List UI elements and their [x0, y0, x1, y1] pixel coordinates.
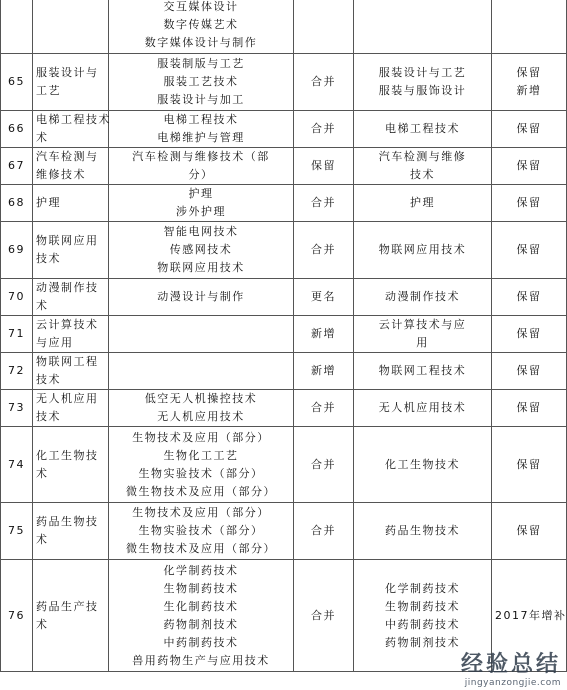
major-name-cell [33, 185, 109, 222]
original-majors-cell [109, 279, 294, 316]
catalog-major-cell [354, 54, 492, 111]
major-name-cell [33, 316, 109, 353]
row-number-cell: 68 [1, 185, 33, 222]
row-number-cell: 74 [1, 427, 33, 503]
table-row [1, 316, 567, 353]
cell-line: 用 [416, 336, 429, 349]
cell-line: 服装设计与加工 [157, 93, 245, 106]
original-majors-cell [109, 0, 294, 54]
cell-line: 生物制药技术 [163, 581, 239, 595]
cell-line: 保留 [516, 457, 542, 471]
cell-line: 化学制药技术 [163, 563, 239, 577]
row-number-cell: 75 [1, 503, 33, 560]
cell-line: 生物实验技术（部分） [138, 466, 264, 480]
cell-line: 智能电网技术 [163, 225, 239, 238]
cell-line: 维修技术 [36, 168, 86, 181]
major-name-cell [33, 54, 109, 111]
catalog-major-cell [354, 185, 492, 222]
catalog-major-cell [354, 353, 492, 390]
cell-line: 药品生物技术 [385, 524, 460, 537]
adjustment-type-cell: 合并 [294, 427, 354, 503]
table-row [1, 279, 567, 316]
remark-cell [492, 503, 567, 560]
cell-line: 化学制药技术 [385, 581, 460, 595]
original-majors-cell [109, 185, 294, 222]
cell-line: 中药制药技术 [163, 635, 239, 649]
cell-line: 分） [188, 168, 214, 181]
remark-cell [492, 560, 567, 672]
catalog-major-cell [354, 222, 492, 279]
cell-line: 生物技术及应用（部分） [132, 506, 270, 519]
cell-line: 保留 [516, 327, 542, 340]
watermark-url: jingyanzongjie.com [464, 678, 561, 688]
adjustment-type-cell: 合并 [294, 54, 354, 111]
major-name-cell [33, 503, 109, 560]
watermark-logo-text: 经验总结 [460, 652, 561, 677]
remark-cell [492, 0, 567, 54]
cell-line: 生物制药技术 [385, 599, 460, 613]
remark-cell [492, 390, 567, 427]
adjustment-type-cell: 更名 [294, 279, 354, 316]
cell-line: 交互媒体设计 [163, 0, 239, 13]
cell-line: 技术 [36, 252, 61, 265]
row-number-cell: 65 [1, 54, 33, 111]
adjustment-type-cell: 保留 [294, 148, 354, 185]
adjustment-type-cell: 合并 [294, 111, 354, 148]
cell-line: 术 [36, 617, 49, 631]
cell-line: 云计算技术与应 [378, 318, 467, 331]
cell-line: 服装与服饰设计 [378, 84, 467, 97]
cell-line: 保留 [516, 524, 542, 537]
catalog-major-cell [354, 148, 492, 185]
cell-line: 无人机应用 [36, 392, 99, 405]
table-body [1, 0, 567, 672]
cell-line: 服装工艺技术 [163, 75, 239, 88]
row-number-cell: 76 [1, 560, 33, 672]
cell-line: 传感网技术 [169, 243, 233, 256]
cell-line: 生化制药技术 [163, 599, 239, 613]
cell-line: 护理 [410, 196, 435, 209]
cell-line: 术 [36, 533, 49, 546]
cell-line: 数字媒体设计与制作 [144, 36, 258, 49]
cell-line: 服装设计与 [36, 66, 99, 79]
cell-line: 物联网应用技术 [157, 261, 245, 274]
cell-line: 服装制版与工艺 [157, 57, 245, 70]
cell-line: 药品生产技 [36, 599, 99, 613]
adjustment-type-cell: 合并 [294, 185, 354, 222]
cell-line: 涉外护理 [176, 205, 226, 218]
adjustment-type-cell: 新增 [294, 316, 354, 353]
table-row [1, 503, 567, 560]
major-name-cell [33, 353, 109, 390]
cell-line: 动漫制作技术 [385, 290, 460, 303]
cell-line: 动漫制作技 [36, 281, 99, 294]
catalog-major-cell [354, 390, 492, 427]
major-name-cell [33, 0, 109, 54]
cell-line: 微生物技术及应用（部分） [126, 484, 276, 498]
remark-cell [492, 279, 567, 316]
cell-line: 术 [36, 131, 49, 144]
cell-line: 保留 [516, 122, 542, 135]
cell-line: 物联网工程 [36, 355, 99, 368]
cell-line: 保留 [516, 364, 542, 377]
major-name-cell [33, 279, 109, 316]
table-row [1, 148, 567, 185]
row-number-cell: 67 [1, 148, 33, 185]
cell-line: 保留 [516, 196, 542, 209]
major-name-cell [33, 111, 109, 148]
catalog-major-cell [354, 0, 492, 54]
cell-line: 电梯工程技术 [163, 113, 239, 126]
original-majors-cell [109, 111, 294, 148]
adjustment-type-cell: 合并 [294, 390, 354, 427]
cell-line: 新增 [516, 84, 542, 97]
row-number-cell: 70 [1, 279, 33, 316]
cell-line: 生物技术及应用（部分） [132, 430, 270, 444]
cell-line: 电梯工程技术 [385, 122, 460, 135]
adjustment-type-cell: 新增 [294, 353, 354, 390]
cell-line: 护理 [188, 187, 214, 200]
cell-line: 兽用药物生产与应用技术 [132, 653, 270, 667]
row-number-cell: 69 [1, 222, 33, 279]
cell-line: 电梯维护与管理 [157, 131, 245, 144]
original-majors-cell [109, 560, 294, 672]
major-name-cell [33, 390, 109, 427]
remark-cell [492, 111, 567, 148]
remark-cell [492, 185, 567, 222]
catalog-major-cell [354, 316, 492, 353]
original-majors-cell [109, 503, 294, 560]
remark-cell [492, 427, 567, 503]
cell-line: 电梯工程技术 [36, 113, 111, 126]
cell-line: 技术 [36, 373, 61, 386]
cell-line: 汽车检测与维修 [378, 150, 467, 163]
cell-line: 生物实验技术（部分） [138, 524, 264, 537]
cell-line: 保留 [516, 401, 542, 414]
original-majors-cell [109, 148, 294, 185]
major-name-cell [33, 560, 109, 672]
cell-line: 2017年增补 [495, 608, 567, 622]
cell-line: 物联网应用 [36, 234, 99, 247]
row-number-cell: 73 [1, 390, 33, 427]
row-number-cell: 71 [1, 316, 33, 353]
cell-line: 物联网应用技术 [378, 243, 467, 256]
cell-line: 数字传媒艺术 [163, 18, 239, 31]
table-row [1, 222, 567, 279]
table-row [1, 54, 567, 111]
adjustment-type-cell: 合并 [294, 222, 354, 279]
remark-cell [492, 54, 567, 111]
remark-cell [492, 353, 567, 390]
cell-line: 药品生物技 [36, 515, 99, 528]
original-majors-cell [109, 427, 294, 503]
table-row [1, 390, 567, 427]
cell-line: 药物制剂技术 [385, 635, 460, 649]
row-number-cell: 66 [1, 111, 33, 148]
cell-line: 服装设计与工艺 [378, 66, 467, 79]
table-row [1, 560, 567, 672]
catalog-major-cell [354, 503, 492, 560]
remark-cell [492, 222, 567, 279]
cell-line: 低空无人机操控技术 [144, 392, 258, 405]
original-majors-cell [109, 54, 294, 111]
cell-line: 护理 [36, 196, 61, 209]
adjustment-type-cell [294, 0, 354, 54]
cell-line: 技术 [410, 168, 435, 181]
cell-line: 药物制剂技术 [163, 617, 239, 631]
catalog-major-cell [354, 279, 492, 316]
cell-line: 术 [36, 299, 49, 312]
catalog-major-cell [354, 560, 492, 672]
table-row [1, 353, 567, 390]
cell-line: 化工生物技 [36, 448, 99, 462]
cell-line: 化工生物技术 [385, 457, 460, 471]
table-row [1, 111, 567, 148]
cell-line: 保留 [516, 243, 542, 256]
row-number-cell [1, 0, 33, 54]
original-majors-cell [109, 353, 294, 390]
table-row [1, 0, 567, 54]
cell-line: 保留 [516, 66, 542, 79]
remark-cell [492, 316, 567, 353]
original-majors-cell [109, 316, 294, 353]
cell-line: 无人机应用技术 [157, 410, 245, 423]
row-number-cell: 72 [1, 353, 33, 390]
cell-line: 动漫设计与制作 [157, 290, 245, 303]
original-majors-cell [109, 390, 294, 427]
cell-line: 术 [36, 466, 49, 480]
cell-line: 工艺 [36, 84, 61, 97]
remark-cell [492, 148, 567, 185]
cell-line: 生物化工工艺 [163, 448, 239, 462]
major-name-cell [33, 222, 109, 279]
cell-line: 微生物技术及应用（部分） [126, 542, 276, 555]
cell-line: 与应用 [36, 336, 74, 349]
table-row [1, 185, 567, 222]
adjustment-type-cell: 合并 [294, 503, 354, 560]
major-name-cell [33, 427, 109, 503]
cell-line: 汽车检测与维修技术（部 [132, 150, 270, 163]
cell-line: 保留 [516, 290, 542, 303]
cell-line: 云计算技术 [36, 318, 99, 331]
cell-line: 技术 [36, 410, 61, 423]
table-row [1, 427, 567, 503]
original-majors-cell [109, 222, 294, 279]
cell-line: 保留 [516, 159, 542, 172]
adjustment-type-cell: 合并 [294, 560, 354, 672]
cell-line: 汽车检测与 [36, 150, 99, 163]
major-name-cell [33, 148, 109, 185]
catalog-major-cell [354, 111, 492, 148]
cell-line: 无人机应用技术 [378, 401, 467, 414]
cell-line: 中药制药技术 [385, 617, 460, 631]
catalog-major-cell [354, 427, 492, 503]
cell-line: 物联网工程技术 [378, 364, 467, 377]
